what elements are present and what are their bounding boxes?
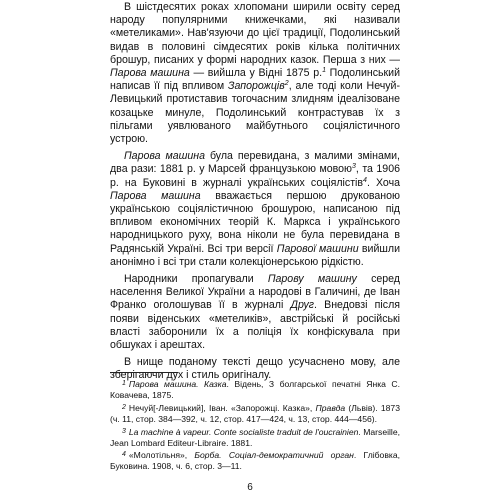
text-run: В шістдесятих роках хлопомани ширили освіту серед народу популярними книжечками, які називали «метеликами». Нав'язуючи до цієї традиції, Подолинський видав в половині сімдесятих років кілька політичних брошур, писаних у формі народних казок. Перша з них — bbox=[110, 1, 400, 66]
italic-text: Запорожців bbox=[228, 80, 285, 93]
text-run: вважається першою друкованою українською соціялістичною брошурою, написаною під впливом економічних теорій К. Маркса і українського народницького руху, вона ніколи не була перевидана в Радянській Україні. Всі три версії bbox=[110, 189, 400, 255]
italic-text: Парова машина bbox=[110, 67, 190, 80]
text-run: Нечуй[-Левицький], Іван. «Запорожці. Казка», bbox=[128, 402, 316, 413]
text-run: . Глібовка, Буковина. 1908, ч. 6, стор. 3—11. bbox=[110, 450, 400, 472]
italic-text: La machine à vapeur. Conte socialiste traduit de l'oucrainien bbox=[128, 426, 359, 437]
italic-text: Борба. Соціал-демократичний орган bbox=[194, 450, 354, 461]
text-run: . Marseille, Jean Lombard Editeur-Libraire. 1881. bbox=[110, 426, 400, 448]
footnote bbox=[110, 403, 400, 425]
italic-text: Парова машина bbox=[124, 150, 206, 163]
page-number: 6 bbox=[247, 482, 253, 493]
main-text bbox=[110, 1, 400, 387]
footnote-number: 3 bbox=[122, 427, 126, 435]
text-run: . Внедовзі після появи віденських «метеликів», австрійські й російські власті заборонили їх а поліція їх конфіскувала при обшуках і арештах. bbox=[110, 299, 400, 352]
text-run: серед населення Великої України а народові в Галичині, де Іван Франко оголошував її в журналі bbox=[110, 273, 400, 312]
text-run: — вийшла у Відні 1875 р. bbox=[189, 67, 323, 80]
footnote-rule bbox=[110, 372, 178, 373]
text-run: . Відень, З болгарської печатні Янка С. Ковачева, 1875. bbox=[110, 379, 401, 400]
footnote-reference: 2 bbox=[284, 80, 289, 88]
footnote-number: 1 bbox=[122, 380, 126, 387]
italic-text: Парову машину bbox=[267, 273, 357, 286]
text-run: . Хоча bbox=[366, 176, 400, 189]
text-run: Народники пропагували bbox=[124, 273, 268, 286]
paragraph bbox=[110, 273, 400, 352]
paragraph bbox=[110, 1, 400, 146]
italic-text: Правда bbox=[315, 402, 346, 413]
footnote-reference: 1 bbox=[322, 67, 326, 75]
italic-text: Парової машини bbox=[276, 242, 359, 255]
footnote-number: 4 bbox=[122, 451, 126, 459]
text-run: , та 1906 р. на Буковині в журналі українських соціялістів bbox=[110, 163, 400, 189]
footnote bbox=[110, 450, 400, 472]
text-run: В нище поданому тексті дещо усучаснено мову, але зберігаючи дух і стиль оригіналу. bbox=[110, 356, 400, 382]
italic-text: Парова машина. Казка bbox=[128, 379, 227, 389]
text-run: вийшли анонімно і всі три стали колекціонерською рідкістю. bbox=[110, 242, 400, 268]
footnote bbox=[110, 379, 400, 401]
text-run: (Львів). 1873 (ч. 11, стор. 384—392, ч. 12, стор. 417—424, ч. 13, стор. 444—456). bbox=[110, 402, 400, 424]
footnote bbox=[110, 427, 400, 449]
italic-text: Друг bbox=[290, 299, 315, 312]
footnotes bbox=[110, 379, 400, 474]
paragraph bbox=[110, 150, 400, 269]
italic-text: Парова машина bbox=[110, 189, 201, 202]
text-run: «Молотільня», bbox=[128, 450, 195, 461]
text-run: Подолинський написав її під впливом bbox=[110, 67, 401, 93]
text-run: , але тоді коли Нечуй-Левицький протиставив тогочасним злидням ідеалізоване козацьке минуле, Подолинський контрастував їх з пільгами уявлюваного майбутнього соціялістичного устрою. bbox=[110, 80, 400, 146]
text-run: була перевидана, з малими змінами, два рази: 1881 р. у Марсей французькою мовою bbox=[110, 150, 401, 176]
footnote-reference: 3 bbox=[352, 163, 356, 171]
footnote-reference: 4 bbox=[363, 176, 367, 184]
footnote-number: 2 bbox=[122, 403, 126, 411]
